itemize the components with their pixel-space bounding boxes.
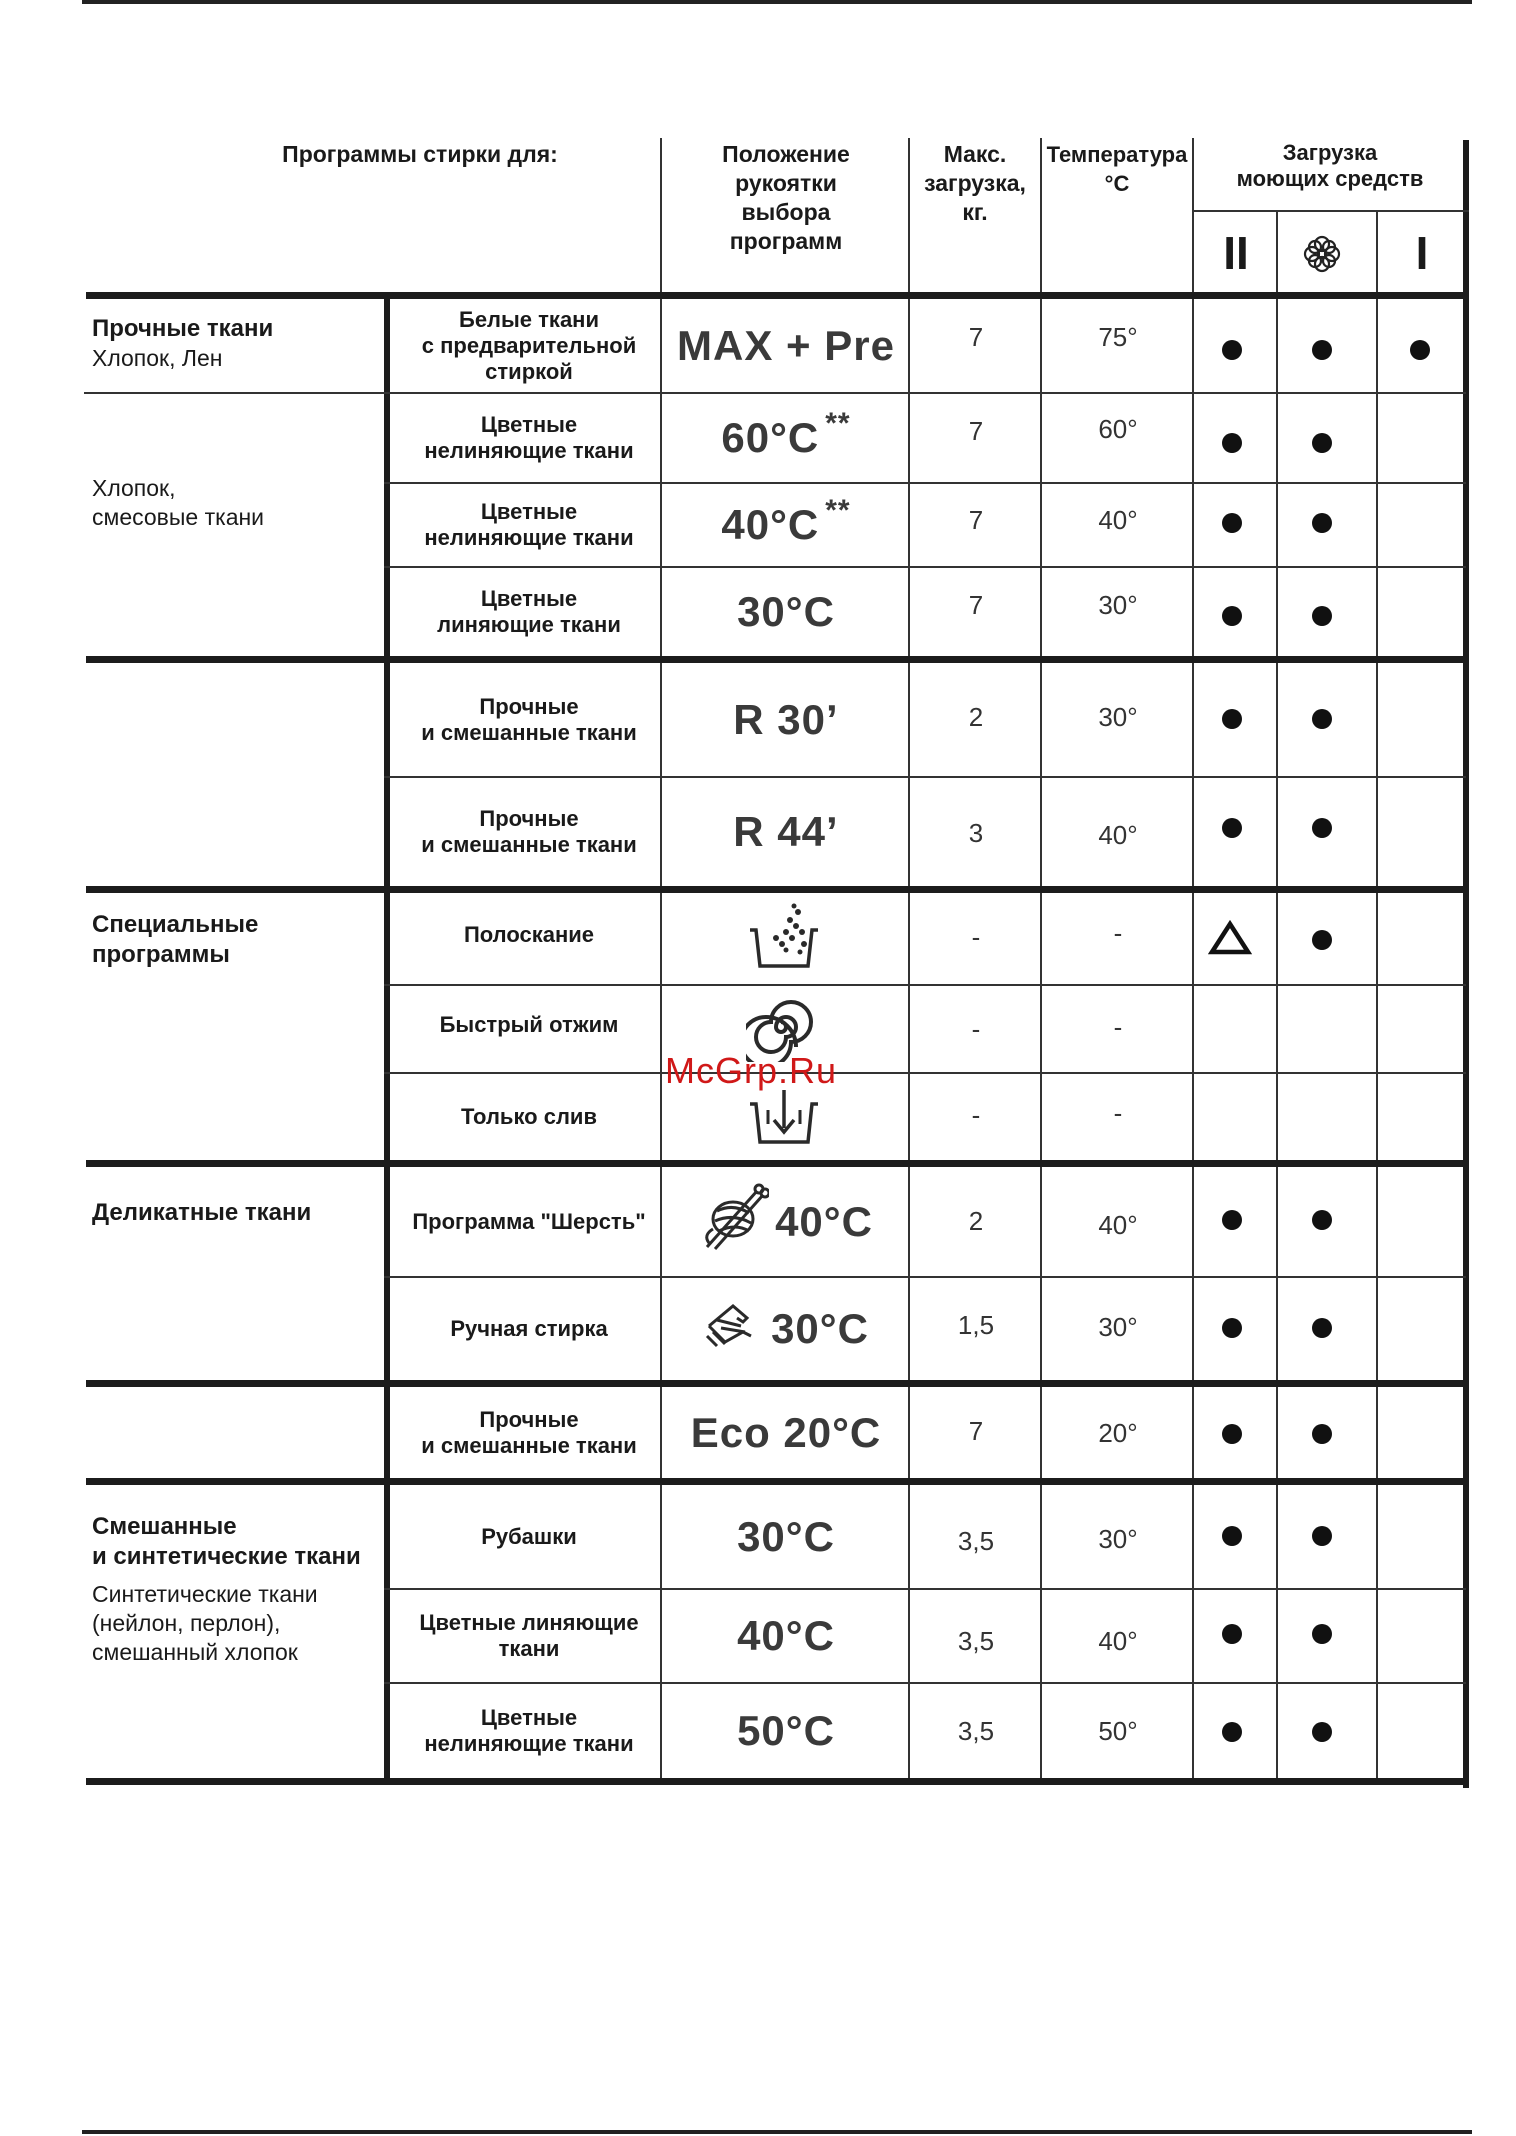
max-load-header: Макс. загрузка, кг. xyxy=(924,141,1026,225)
fabric-cell: Полоскание xyxy=(463,922,595,947)
fabric-cell: Только слив xyxy=(461,1104,597,1129)
detergent-dot xyxy=(1312,1424,1332,1444)
detergent-dot xyxy=(1222,513,1242,533)
watermark: McGrp.Ru xyxy=(665,1050,838,1091)
temperature-value: 20° xyxy=(1098,1418,1138,1448)
fabric-cell: Цветные нелиняющие ткани xyxy=(424,1705,634,1756)
detergent-dot xyxy=(1312,1318,1332,1338)
category-cotton-blend: Хлопок, смесовые ткани xyxy=(92,475,265,530)
max-load-value: - xyxy=(971,1014,981,1044)
position-header: Положение рукоятки выбора программ xyxy=(722,141,850,254)
program-label: 30°C xyxy=(737,588,835,635)
fabric-cell: Прочные и смешанные ткани xyxy=(421,1407,637,1458)
detergent-dot xyxy=(1222,1210,1242,1230)
program-label: 30°C xyxy=(664,1278,908,1380)
temperature-value: 30° xyxy=(1098,1312,1138,1342)
detergent-dot xyxy=(1312,1624,1332,1644)
program-label: 40°C xyxy=(664,1168,908,1276)
category-delicate: Деликатные ткани xyxy=(92,1199,312,1226)
fabric-cell: Прочные и смешанные ткани xyxy=(421,806,637,857)
program-label: 40°C xyxy=(737,1612,835,1659)
max-load-value: 3,5 xyxy=(957,1626,995,1656)
hand-wash-icon xyxy=(703,1296,759,1362)
fabric-cell: Цветные линяющие ткани xyxy=(419,1610,639,1661)
max-load-value: 2 xyxy=(968,702,984,732)
detergent-dot xyxy=(1312,709,1332,729)
temperature-header: Температура °C xyxy=(1046,142,1188,196)
main-compartment-icon: I xyxy=(1415,227,1429,279)
max-load-value: 7 xyxy=(968,505,984,535)
temperature-value: 40° xyxy=(1098,1626,1138,1656)
program-label: MAX + Pre xyxy=(677,322,895,369)
temperature-value: 50° xyxy=(1098,1716,1138,1746)
detergent-dot xyxy=(1312,340,1332,360)
top-rule xyxy=(82,0,1472,4)
program-label: R 30’ xyxy=(733,696,839,743)
detergent-dot xyxy=(1312,606,1332,626)
temperature-value: 60° xyxy=(1098,414,1138,444)
max-load-value: - xyxy=(971,922,981,952)
detergent-dot xyxy=(1312,433,1332,453)
detergent-dot xyxy=(1312,818,1332,838)
program-label: R 44’ xyxy=(733,808,839,855)
detergent-dot xyxy=(1312,1210,1332,1230)
fabric-cell: Рубашки xyxy=(481,1524,577,1549)
fabric-cell: Цветные нелиняющие ткани xyxy=(424,499,634,550)
detergent-dot xyxy=(1222,1722,1242,1742)
program-label: 50°C xyxy=(737,1707,835,1754)
prewash-compartment-icon: II xyxy=(1223,227,1249,279)
drain-icon xyxy=(746,1086,822,1153)
detergent-dot xyxy=(1312,513,1332,533)
detergent-dot xyxy=(1222,340,1242,360)
max-load-value: 1,5 xyxy=(957,1310,995,1340)
max-load-value: 3,5 xyxy=(957,1716,995,1746)
fabric-cell: Прочные и смешанные ткани xyxy=(421,694,637,745)
category-strong: Прочные ткани Хлопок, Лен xyxy=(92,315,274,371)
max-load-value: 7 xyxy=(968,416,984,446)
detergent-dot xyxy=(1222,1526,1242,1546)
category-mixed-synthetic: Смешанные и синтетические ткани Синтетические ткани (нейлон, перлон), смешанный хлопок xyxy=(92,1513,361,1665)
detergent-dot xyxy=(1222,433,1242,453)
temperature-value: - xyxy=(1113,1098,1123,1128)
fabric-cell: Цветные линяющие ткани xyxy=(437,586,621,637)
programs-header: Программы стирки для: xyxy=(282,141,558,167)
temperature-value: 75° xyxy=(1098,322,1138,352)
fabric-cell: Белые ткани с предварительной стиркой xyxy=(421,307,637,384)
program-label: 60°C ** xyxy=(721,407,851,461)
max-load-value: 3,5 xyxy=(957,1526,995,1556)
program-label: 30°C xyxy=(737,1513,835,1560)
category-special: Специальные программы xyxy=(92,911,259,968)
max-load-value: 7 xyxy=(968,322,984,352)
detergent-dot xyxy=(1312,1722,1332,1742)
detergent-dot xyxy=(1222,818,1242,838)
fabric-cell: Цветные нелиняющие ткани xyxy=(424,412,634,463)
temperature-value: 40° xyxy=(1098,820,1138,850)
max-load-value: 7 xyxy=(968,1416,984,1446)
triangle-icon xyxy=(1208,920,1252,961)
fabric-cell: Быстрый отжим xyxy=(439,1012,619,1037)
temperature-value: 30° xyxy=(1098,1524,1138,1554)
temperature-value: 40° xyxy=(1098,505,1138,535)
detergent-dot xyxy=(1222,1318,1242,1338)
max-load-value: 2 xyxy=(968,1206,984,1236)
bottom-rule xyxy=(82,2130,1472,2134)
max-load-value: - xyxy=(971,1100,981,1130)
detergent-dot xyxy=(1312,930,1332,950)
max-load-value: 3 xyxy=(968,818,984,848)
fabric-cell: Ручная стирка xyxy=(450,1316,608,1341)
wool-icon xyxy=(699,1181,769,1263)
max-load-value: 7 xyxy=(968,590,984,620)
temperature-value: 30° xyxy=(1098,702,1138,732)
flower-icon xyxy=(1300,232,1344,281)
detergent-dot xyxy=(1410,340,1430,360)
detergent-dot xyxy=(1222,606,1242,626)
temperature-value: - xyxy=(1113,918,1123,948)
fabric-cell: Программа "Шерсть" xyxy=(412,1209,646,1234)
temperature-value: 30° xyxy=(1098,590,1138,620)
temperature-value: - xyxy=(1113,1012,1123,1042)
program-label: Eco 20°C xyxy=(690,1409,882,1456)
detergent-dot xyxy=(1222,709,1242,729)
detergent-dot xyxy=(1222,1424,1242,1444)
detergent-header: Загрузка моющих средств xyxy=(1236,140,1424,191)
detergent-dot xyxy=(1222,1624,1242,1644)
detergent-dot xyxy=(1312,1526,1332,1546)
rinse-icon xyxy=(746,896,822,977)
program-label: 40°C ** xyxy=(721,494,851,548)
temperature-value: 40° xyxy=(1098,1210,1138,1240)
